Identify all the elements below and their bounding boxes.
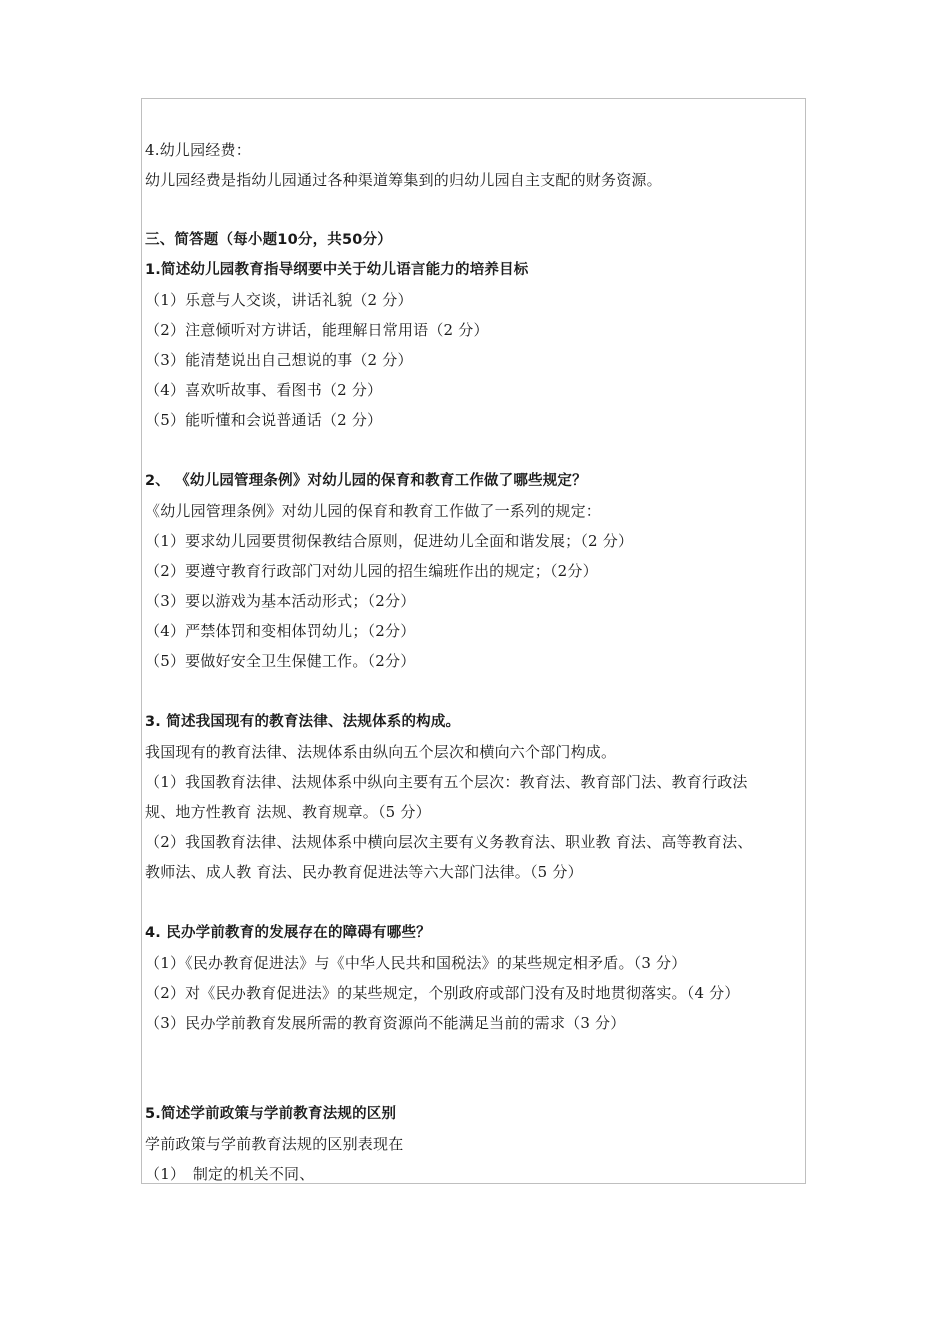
answer-intro: 我国现有的教育法律、法规体系由纵向五个层次和横向六个部门构成。 <box>145 743 617 761</box>
question-2-title: 2、 《幼儿园管理条例》对幼儿园的保育和教育工作做了哪些规定？ <box>145 473 587 489</box>
answer-item: （4）喜欢听故事、看图书（2 分） <box>145 381 383 399</box>
answer-item: （3）要以游戏为基本活动形式；（2分） <box>145 592 416 610</box>
answer-item: （4）严禁体罚和变相体罚幼儿；（2分） <box>145 622 416 640</box>
answer-item: （5）要做好安全卫生保健工作。（2分） <box>145 652 416 670</box>
term-definition: 幼儿园经费是指幼儿园通过各种渠道筹集到的归幼儿园自主支配的财务资源。 <box>145 171 662 189</box>
answer-item: （2）对《民办教育促进法》的某些规定，个别政府或部门没有及时地贯彻落实。（4 分） <box>145 984 740 1002</box>
question-3-title: 3. 简述我国现有的教育法律、法规体系的构成。 <box>145 714 461 730</box>
answer-intro: 学前政策与学前教育法规的区别表现在 <box>145 1135 404 1153</box>
answer-item: （1）我国教育法律、法规体系中纵向主要有五个层次：教育法、教育部门法、教育行政法 <box>145 773 748 791</box>
answer-item: （1）要求幼儿园要贯彻保教结合原则，促进幼儿全面和谐发展；（2 分） <box>145 532 634 550</box>
question-1-title: 1.简述幼儿园教育指导纲要中关于幼儿语言能力的培养目标 <box>145 262 529 278</box>
answer-item: （2）我国教育法律、法规体系中横向层次主要有义务教育法、职业教 育法、高等教育法、 <box>145 833 753 851</box>
term-title: 4.幼儿园经费： <box>145 141 251 159</box>
answer-item: （1）《民办教育促进法》与《中华人民共和国税法》的某些规定相矛盾。（3 分） <box>145 954 687 972</box>
answer-item: （2）注意倾听对方讲话，能理解日常用语（2 分） <box>145 321 489 339</box>
answer-item: （3）民办学前教育发展所需的教育资源尚不能满足当前的需求（3 分） <box>145 1014 626 1032</box>
answer-item: （3）能清楚说出自己想说的事（2 分） <box>145 351 413 369</box>
answer-item-continued: 教师法、成人教 育法、民办教育促进法等六大部门法律。（5 分） <box>145 863 583 881</box>
answer-item: （1）乐意与人交谈，讲话礼貌（2 分） <box>145 291 413 309</box>
question-4-title: 4. 民办学前教育的发展存在的障碍有哪些？ <box>145 925 431 941</box>
answer-item: （1） 制定的机关不同、 <box>145 1165 315 1183</box>
answer-item-continued: 规、地方性教育 法规、教育规章。（5 分） <box>145 803 431 821</box>
question-5-title: 5.简述学前政策与学前教育法规的区别 <box>145 1106 397 1122</box>
answer-item: （5）能听懂和会说普通话（2 分） <box>145 411 383 429</box>
answer-intro: 《幼儿园管理条例》对幼儿园的保育和教育工作做了一系列的规定： <box>145 502 602 520</box>
section-heading: 三、简答题（每小题10分，共50分） <box>145 232 392 248</box>
answer-item: （2）要遵守教育行政部门对幼儿园的招生编班作出的规定；（2分） <box>145 562 598 580</box>
